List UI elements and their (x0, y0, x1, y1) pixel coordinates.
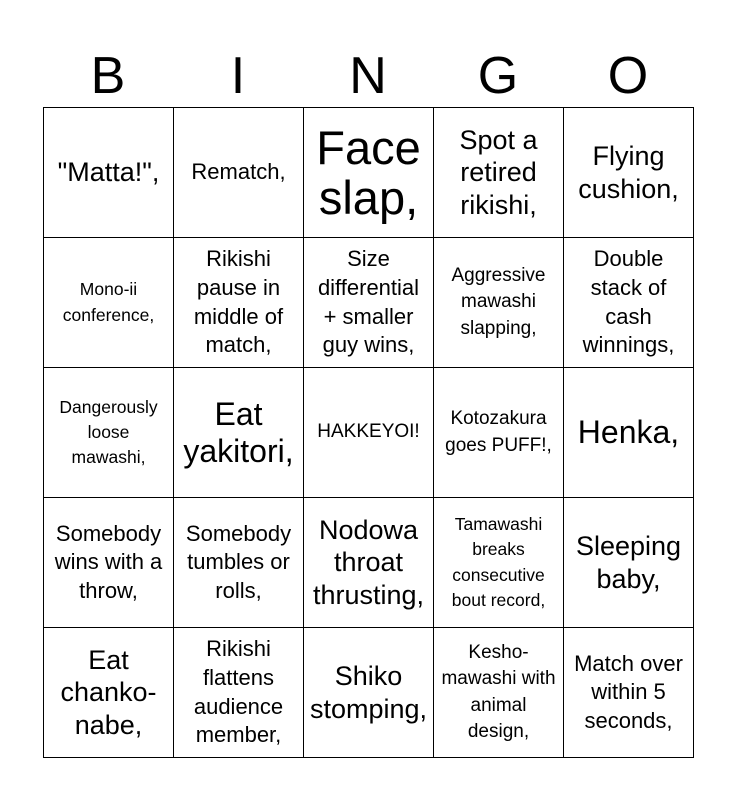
header-letter-i: I (230, 47, 246, 105)
bingo-header (43, 44, 693, 108)
bingo-cell[interactable] (434, 628, 564, 758)
bingo-cell[interactable] (564, 108, 694, 238)
bingo-cell[interactable] (44, 368, 174, 498)
bingo-cell[interactable] (174, 628, 304, 758)
cell-text: Double stack of cash winnings, (582, 246, 675, 358)
bingo-grid (43, 107, 694, 758)
bingo-cell[interactable] (564, 238, 694, 368)
bingo-cell[interactable] (44, 628, 174, 758)
bingo-cell[interactable] (174, 498, 304, 628)
bingo-cell[interactable] (564, 498, 694, 628)
cell-text: Flying cushion, (578, 141, 679, 204)
bingo-cell[interactable] (304, 368, 434, 498)
bingo-cell[interactable] (44, 498, 174, 628)
bingo-cell[interactable] (434, 238, 564, 368)
cell-text: Spot a retired rikishi, (459, 124, 538, 220)
header-letter-g: G (477, 47, 519, 105)
cell-text: Face slap, (316, 121, 421, 224)
bingo-cell[interactable] (174, 108, 304, 238)
cell-text: Eat chanko-nabe, (60, 644, 157, 740)
cell-text: Mono-ii conference, (62, 279, 155, 325)
bingo-cell[interactable] (434, 498, 564, 628)
cell-text: Eat yakitori, (183, 395, 294, 469)
cell-text: Somebody wins with a throw, (54, 520, 163, 603)
cell-text: Shiko stomping, (309, 661, 428, 724)
bingo-cell[interactable] (564, 368, 694, 498)
bingo-cell[interactable] (304, 238, 434, 368)
cell-text: Dangerously loose mawashi, (59, 396, 158, 468)
cell-text: Nodowa throat thrusting, (312, 514, 425, 610)
cell-text: Kotozakura goes PUFF!, (445, 408, 552, 456)
header-letter-n: N (349, 47, 387, 105)
cell-text: Somebody tumbles or rolls, (185, 520, 292, 603)
cell-text: Rikishi pause in middle of match, (193, 246, 284, 358)
cell-text: Size differential + smaller guy wins, (317, 246, 420, 358)
bingo-cell[interactable] (304, 498, 434, 628)
cell-text: Henka, (577, 414, 680, 451)
bingo-cell[interactable] (44, 108, 174, 238)
bingo-cell[interactable] (434, 108, 564, 238)
cell-text: HAKKEYOI! (317, 421, 420, 443)
bingo-cell[interactable] (434, 368, 564, 498)
cell-text: Sleeping baby, (575, 531, 682, 594)
bingo-cell[interactable] (44, 238, 174, 368)
cell-text: Rematch, (191, 159, 286, 185)
bingo-cell[interactable] (174, 238, 304, 368)
cell-text: Kesho-mawashi with animal design, (441, 642, 556, 742)
bingo-cell[interactable] (564, 628, 694, 758)
header-letter-o: O (607, 47, 649, 105)
cell-text: Tamawashi breaks consecutive bout record, (451, 514, 546, 610)
cell-text: "Matta!", (57, 157, 160, 188)
cell-text: Rikishi flattens audience member, (193, 636, 284, 748)
cell-text: Match over within 5 seconds, (574, 650, 683, 733)
bingo-cell[interactable] (174, 368, 304, 498)
header-letter-b: B (90, 47, 126, 105)
cell-text: Aggressive mawashi slapping, (451, 265, 546, 339)
bingo-cell[interactable] (304, 108, 434, 238)
bingo-cell[interactable] (304, 628, 434, 758)
